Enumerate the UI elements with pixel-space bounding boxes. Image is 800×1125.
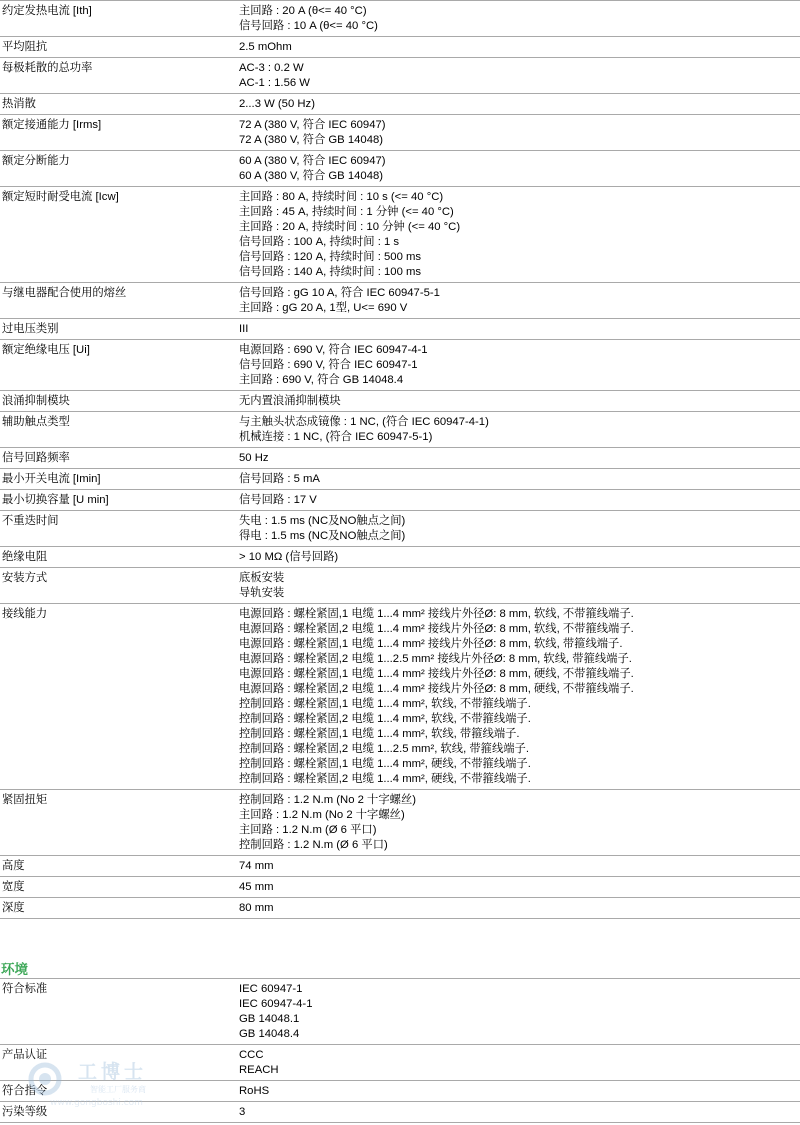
spec-value-line: 主回路 : 20 A, 持续时间 : 10 分钟 (<= 40 °C) — [239, 221, 461, 233]
spec-value — [237, 391, 800, 412]
spec-value-line: 信号回路 : 10 A (θ<= 40 °C) — [239, 20, 378, 32]
spec-value — [237, 790, 800, 856]
spec-label: 额定绝缘电压 [Ui] — [2, 344, 90, 356]
spec-value — [237, 151, 800, 187]
spec-value-line: 控制回路 : 螺栓紧固,2 电缆 1...4 mm², 软线, 不带箍线端子. — [239, 713, 531, 725]
spec-value-line: 无内置浪涌抑制模块 — [239, 395, 341, 407]
spec-label: 最小开关电流 [Imin] — [2, 473, 101, 485]
spec-row — [0, 58, 800, 94]
spec-value-line: 3 — [239, 1106, 246, 1118]
spec-value — [237, 469, 800, 490]
spec-value-line: 60 A (380 V, 符合 IEC 60947) — [239, 155, 386, 167]
spec-value — [237, 1102, 800, 1123]
spec-value-line: 信号回路 : gG 10 A, 符合 IEC 60947-5-1 — [239, 287, 440, 299]
spec-value-line: 失电 : 1.5 ms (NC及NO触点之间) — [239, 515, 406, 527]
spec-label: 信号回路频率 — [2, 452, 70, 464]
spec-label: 约定发热电流 [Ith] — [2, 5, 92, 17]
spec-row — [0, 1102, 800, 1123]
spec-value — [237, 877, 800, 898]
spec-value — [237, 979, 800, 1045]
watermark-tagline: 智能工厂服务商 — [90, 1085, 146, 1094]
spec-label: 额定短时耐受电流 [Icw] — [2, 191, 119, 203]
spec-value-line: 控制回路 : 1.2 N.m (No 2 十字螺丝) — [239, 794, 417, 806]
spec-value-line: 控制回路 : 螺栓紧固,2 电缆 1...4 mm², 硬线, 不带箍线端子. — [239, 773, 531, 785]
environment-table-body — [0, 979, 800, 1123]
spec-value-line: 导轨安装 — [239, 587, 285, 599]
spec-value — [237, 511, 800, 547]
spec-value-line: 80 mm — [239, 902, 274, 914]
spec-row — [0, 412, 800, 448]
spec-label: 不重迭时间 — [2, 515, 59, 527]
spec-value-line: 主回路 : gG 20 A, 1型, U<= 690 V — [239, 302, 408, 314]
spec-value-line: 信号回路 : 17 V — [239, 494, 317, 506]
spec-value — [237, 283, 800, 319]
spec-label: 接线能力 — [2, 608, 48, 620]
spec-value-line: 2...3 W (50 Hz) — [239, 98, 315, 110]
section-title-environment: 环境 — [1, 962, 28, 978]
spec-value — [237, 319, 800, 340]
spec-row — [0, 490, 800, 511]
spec-row — [0, 391, 800, 412]
spec-value — [237, 1081, 800, 1102]
spec-value-line: 72 A (380 V, 符合 GB 14048) — [239, 134, 384, 146]
spec-row — [0, 283, 800, 319]
spec-value-line: 信号回路 : 100 A, 持续时间 : 1 s — [239, 236, 400, 248]
spec-value-line: REACH — [239, 1064, 279, 1076]
spec-value-line: III — [239, 323, 249, 335]
spec-label: 额定分断能力 — [2, 155, 70, 167]
spec-value-line: 底板安装 — [239, 572, 285, 584]
spec-label: 安装方式 — [2, 572, 48, 584]
spec-label: 紧固扭矩 — [2, 794, 48, 806]
spec-row — [0, 340, 800, 391]
spec-label: 污染等级 — [2, 1106, 48, 1118]
spec-value-line: 主回路 : 690 V, 符合 GB 14048.4 — [239, 374, 404, 386]
spec-label: 平均阻抗 — [2, 41, 48, 53]
spec-label: 宽度 — [2, 881, 25, 893]
spec-value-line: 60 A (380 V, 符合 GB 14048) — [239, 170, 384, 182]
spec-label: 高度 — [2, 860, 25, 872]
spec-value — [237, 1, 800, 37]
spec-value — [237, 94, 800, 115]
spec-value-line: AC-1 : 1.56 W — [239, 77, 310, 89]
spec-label: 符合指令 — [2, 1085, 48, 1097]
spec-label: 浪涌抑制模块 — [2, 395, 70, 407]
spec-row — [0, 187, 800, 283]
spec-value-line: 控制回路 : 1.2 N.m (Ø 6 平口) — [239, 839, 388, 851]
spec-label: 符合标准 — [2, 983, 48, 995]
spec-row — [0, 547, 800, 568]
spec-value — [237, 37, 800, 58]
spec-value — [237, 58, 800, 94]
spec-value-line: 50 Hz — [239, 452, 269, 464]
spec-row — [0, 469, 800, 490]
spec-value — [237, 604, 800, 790]
spec-value-line: 控制回路 : 螺栓紧固,1 电缆 1...4 mm², 软线, 不带箍线端子. — [239, 698, 531, 710]
spec-value-line: 2.5 mOhm — [239, 41, 292, 53]
spec-value-line: GB 14048.1 — [239, 1013, 300, 1025]
spec-row — [0, 568, 800, 604]
spec-value — [237, 448, 800, 469]
spec-row — [0, 94, 800, 115]
spec-row — [0, 115, 800, 151]
spec-value-line: 电源回路 : 螺栓紧固,2 电缆 1...4 mm² 接线片外径Ø: 8 mm, 软线, 不带箍线端子. — [239, 623, 634, 635]
spec-value-line: 电源回路 : 螺栓紧固,2 电缆 1...2.5 mm² 接线片外径Ø: 8 mm, 软线, 带箍线端子. — [239, 653, 632, 665]
spec-value — [237, 547, 800, 568]
spec-value-line: 信号回路 : 690 V, 符合 IEC 60947-1 — [239, 359, 418, 371]
spec-row — [0, 37, 800, 58]
spec-value-line: 电源回路 : 螺栓紧固,1 电缆 1...4 mm² 接线片外径Ø: 8 mm, 软线, 带箍线端子. — [239, 638, 623, 650]
spec-value-line: 主回路 : 45 A, 持续时间 : 1 分钟 (<= 40 °C) — [239, 206, 454, 218]
spec-value-line: 控制回路 : 螺栓紧固,2 电缆 1...2.5 mm², 软线, 带箍线端子. — [239, 743, 529, 755]
spec-value-line: RoHS — [239, 1085, 270, 1097]
spec-value-line: 机械连接 : 1 NC, (符合 IEC 60947-5-1) — [239, 431, 433, 443]
spec-value-line: 主回路 : 20 A (θ<= 40 °C) — [239, 5, 367, 17]
spec-value-line: 电源回路 : 螺栓紧固,1 电缆 1...4 mm² 接线片外径Ø: 8 mm, 软线, 不带箍线端子. — [239, 608, 634, 620]
spec-value — [237, 568, 800, 604]
spec-value-line: 电源回路 : 螺栓紧固,2 电缆 1...4 mm² 接线片外径Ø: 8 mm, 硬线, 不带箍线端子. — [239, 683, 634, 695]
spec-label: 深度 — [2, 902, 25, 914]
spec-value-line: AC-3 : 0.2 W — [239, 62, 304, 74]
spec-value-line: 信号回路 : 5 mA — [239, 473, 320, 485]
spec-table-body — [0, 1, 800, 919]
spec-row — [0, 790, 800, 856]
watermark-brand: 工博士 — [78, 1061, 148, 1083]
spec-row — [0, 1, 800, 37]
spec-row — [0, 448, 800, 469]
spec-value-line: 74 mm — [239, 860, 274, 872]
spec-value — [237, 1045, 800, 1081]
spec-row — [0, 1081, 800, 1102]
spec-value-line: 电源回路 : 螺栓紧固,1 电缆 1...4 mm² 接线片外径Ø: 8 mm, 硬线, 不带箍线端子. — [239, 668, 634, 680]
spec-value-line: 信号回路 : 120 A, 持续时间 : 500 ms — [239, 251, 422, 263]
spec-value — [237, 898, 800, 919]
spec-value — [237, 187, 800, 283]
spec-value-line: 45 mm — [239, 881, 274, 893]
spec-row — [0, 511, 800, 547]
spec-label: 过电压类别 — [2, 323, 59, 335]
spec-value-line: > 10 MΩ (信号回路) — [239, 551, 339, 563]
spec-row — [0, 604, 800, 790]
spec-label: 绝缘电阻 — [2, 551, 48, 563]
spec-row — [0, 151, 800, 187]
environment-spec-table — [0, 978, 800, 1123]
spec-row — [0, 1045, 800, 1081]
spec-label: 产品认证 — [2, 1049, 48, 1061]
spec-value-line: 控制回路 : 螺栓紧固,1 电缆 1...4 mm², 硬线, 不带箍线端子. — [239, 758, 531, 770]
spec-row — [0, 856, 800, 877]
watermark-url: www.gongboshi.com — [50, 1098, 143, 1108]
spec-value-line: 信号回路 : 140 A, 持续时间 : 100 ms — [239, 266, 422, 278]
spec-value-line: GB 14048.4 — [239, 1028, 300, 1040]
spec-value-line: 控制回路 : 螺栓紧固,1 电缆 1...4 mm², 软线, 带箍线端子. — [239, 728, 520, 740]
spec-value-line: 主回路 : 80 A, 持续时间 : 10 s (<= 40 °C) — [239, 191, 444, 203]
spec-value — [237, 340, 800, 391]
spec-label: 辅助触点类型 — [2, 416, 70, 428]
spec-value — [237, 115, 800, 151]
spec-label: 额定接通能力 [Irms] — [2, 119, 102, 131]
spec-row — [0, 319, 800, 340]
spec-label: 热消散 — [2, 98, 36, 110]
spec-value-line: CCC — [239, 1049, 264, 1061]
spec-value-line: 主回路 : 1.2 N.m (No 2 十字螺丝) — [239, 809, 405, 821]
spec-label: 与继电器配合使用的熔丝 — [2, 287, 127, 299]
spec-value-line: 72 A (380 V, 符合 IEC 60947) — [239, 119, 386, 131]
spec-value — [237, 490, 800, 511]
spec-value-line: 得电 : 1.5 ms (NC及NO触点之间) — [239, 530, 406, 542]
spec-row — [0, 979, 800, 1045]
spec-value-line: 电源回路 : 690 V, 符合 IEC 60947-4-1 — [239, 344, 428, 356]
spec-value-line: IEC 60947-1 — [239, 983, 303, 995]
spec-value-line: 与主触头状态成镜像 : 1 NC, (符合 IEC 60947-4-1) — [239, 416, 489, 428]
spec-label: 每极耗散的总功率 — [2, 62, 93, 74]
spec-value — [237, 856, 800, 877]
spec-row — [0, 898, 800, 919]
spec-value-line: 主回路 : 1.2 N.m (Ø 6 平口) — [239, 824, 377, 836]
spec-value-line: IEC 60947-4-1 — [239, 998, 313, 1010]
spec-row — [0, 877, 800, 898]
spec-value — [237, 412, 800, 448]
spec-label: 最小切换容量 [U min] — [2, 494, 109, 506]
